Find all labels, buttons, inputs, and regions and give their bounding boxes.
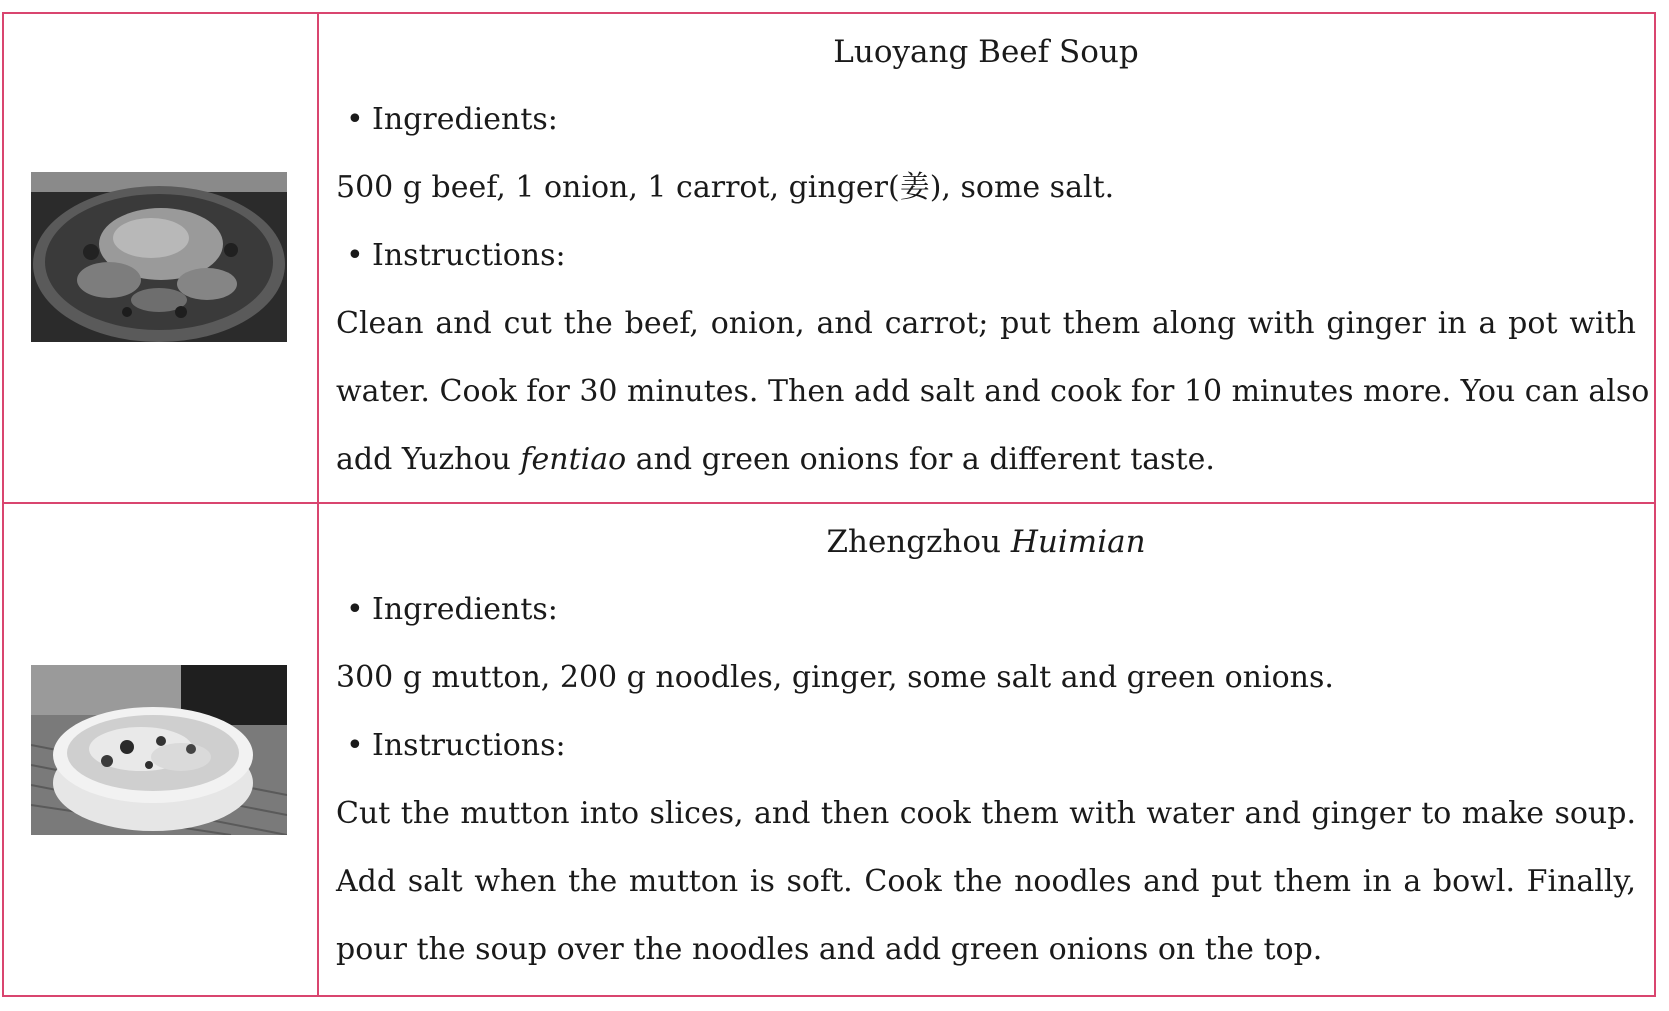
- instructions-heading: [336, 222, 1636, 290]
- bullet-glyph: •: [346, 728, 364, 763]
- instructions-line: water. Cook for 30 minutes. Then add salt and cook for 10 minutes more. You can also: [336, 374, 1650, 409]
- recipe-text-cell: [319, 14, 1654, 502]
- instructions-italic-term: fentiao: [520, 442, 627, 477]
- recipe-row-beef-soup: [4, 14, 1654, 504]
- instructions-line: Cut the mutton into slices, and then cook them with water and ginger to make soup.: [336, 796, 1636, 831]
- instructions-line-last: pour the soup over the noodles and add green onions on the top.: [336, 932, 1323, 967]
- recipe-table: [2, 12, 1656, 997]
- recipe-text-cell: [319, 504, 1654, 995]
- bullet-glyph: •: [346, 238, 364, 273]
- ingredients-text: 300 g mutton, 200 g noodles, ginger, some salt and green onions.: [336, 660, 1334, 695]
- ingredients-heading: [336, 86, 1636, 154]
- ingredients-heading: [336, 576, 1636, 644]
- instructions-heading-label: Instructions:: [372, 238, 566, 273]
- photo-cell: [4, 504, 319, 995]
- instructions-heading-label: Instructions:: [372, 728, 566, 763]
- ingredients-text: 500 g beef, 1 onion, 1 carrot, ginger(姜), some salt.: [336, 170, 1115, 205]
- bullet-glyph: •: [346, 592, 364, 627]
- recipe-title-plain: Zhengzhou: [826, 524, 1011, 560]
- bullet-glyph: •: [346, 102, 364, 137]
- recipe-title: [336, 508, 1636, 576]
- recipe-title-italic: Huimian: [1010, 524, 1146, 560]
- ingredients-heading-label: Ingredients:: [372, 592, 558, 627]
- photo-cell: [4, 14, 319, 502]
- instructions-line: Clean and cut the beef, onion, and carrot; put them along with ginger in a pot with: [336, 306, 1636, 341]
- ingredients-heading-label: Ingredients:: [372, 102, 558, 137]
- beef-soup-photo: [31, 172, 287, 342]
- instructions-heading: [336, 712, 1636, 780]
- recipe-title: Luoyang Beef Soup: [833, 34, 1139, 70]
- instructions-line-last: [336, 426, 1636, 494]
- huimian-bowl-photo: [31, 665, 287, 835]
- recipe-row-huimian: [4, 504, 1654, 995]
- instructions-text: and green onions for a different taste.: [626, 442, 1215, 477]
- instructions-text: add Yuzhou: [336, 442, 521, 477]
- instructions-line: Add salt when the mutton is soft. Cook the noodles and put them in a bowl. Finally,: [336, 864, 1636, 899]
